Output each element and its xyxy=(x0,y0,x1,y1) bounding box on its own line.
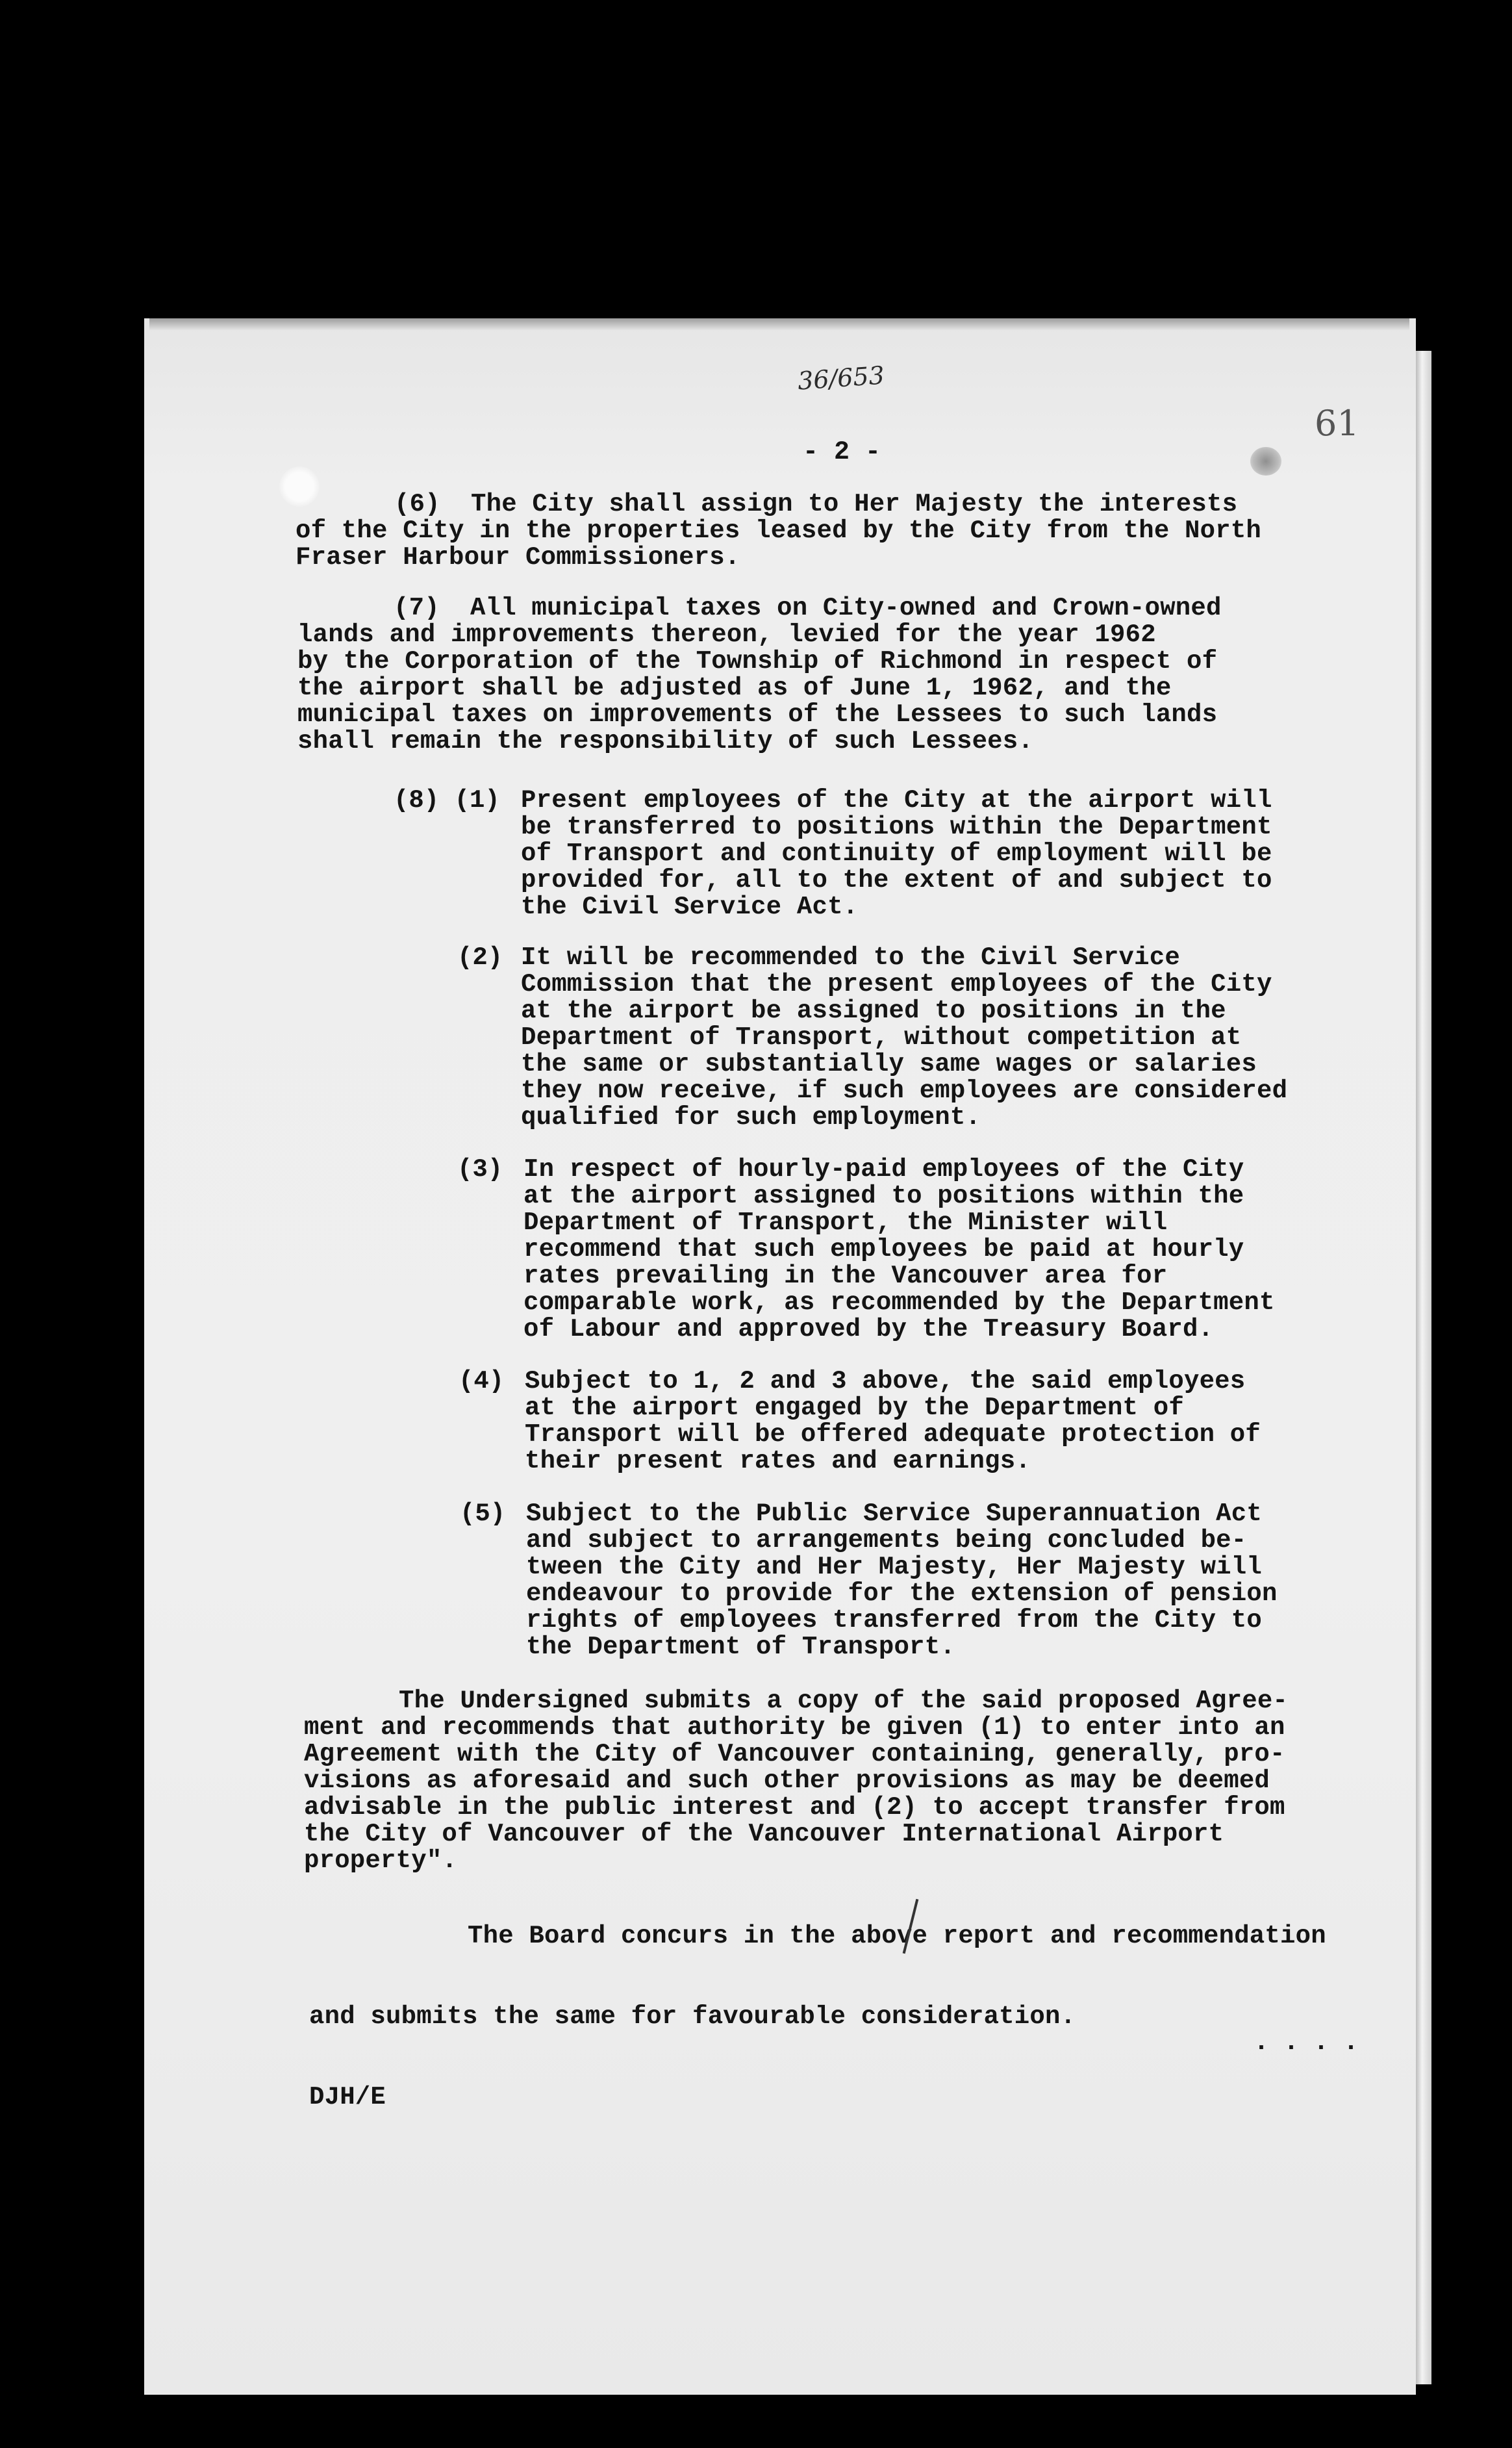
board-concurrence-line: The Board concurs in the above report and recommendation xyxy=(468,1922,1326,1950)
folio-number: 61 xyxy=(1315,403,1359,444)
ink-smudge xyxy=(1250,447,1281,476)
paragraph-6: (6) The City shall assign to Her Majesty the interests of the City in the properties leased by the City from the North Fraser Harbour Commissioners. xyxy=(296,490,1262,572)
paragraph-8-3: In respect of hourly-paid employees of the City at the airport assigned to positions within the Department of Transport, the Minister will recommend that such employees be paid at hourly rates prevailing in the Vancouver area for comparable work, as recommended by the Department of Labour and approved by the Treasury Board. xyxy=(523,1155,1275,1344)
submission-paragraph: The Undersigned submits a copy of the said proposed Agree- ment and recommends that authority be given (1) to enter into an Agreement with the City of Vancouver containing, generally, pro- visions as aforesaid and such other provisions as may be deemed advisable in the public interest and (2) to accept transfer from the City of Vancouver of the Vancouver International Airport property". xyxy=(304,1687,1289,1875)
paragraph-7 xyxy=(297,595,1222,755)
paragraph-8-5: Subject to the Public Service Superannuation Act and subject to arrangements being concluded be- tween the City and Her Majesty, Her Majesty will endeavour to provide for the extension of pension rights of employees transferred from the City to the Department of Transport. xyxy=(526,1499,1278,1661)
initials: DJH/E xyxy=(309,2083,386,2111)
paragraph-8-2: It will be recommended to the Civil Service Commission that the present employees of the City at the airport be assigned to positions in the Department of Transport, without competition at the same or substantially same wages or salaries they now receive, if such employees are considered qualified for such employment. xyxy=(521,943,1288,1132)
paragraph-8-3-label: (3) xyxy=(457,1155,503,1184)
paragraph-8-2-label: (2) xyxy=(457,943,503,972)
paragraph-8-4-label: (4) xyxy=(459,1367,505,1396)
page-number: - 2 - xyxy=(803,438,881,467)
paragraph-8-label: (8) (1) xyxy=(394,786,500,815)
paragraph-8-5-label: (5) xyxy=(460,1499,506,1528)
paragraph-7-text: (7) All municipal taxes on City-owned and Crown-owned lands and improvements thereon, levied for the year 1962 by the Corporation of the Township of Richmond in respect of the airport shall be adjusted as of June 1, 1962, and the municipal taxes on improvements of the Lessees to such lands shall remain the responsibility of such Lessees. xyxy=(297,594,1222,756)
handwritten-reference: 36/653 xyxy=(796,361,886,396)
paragraph-8-1: Present employees of the City at the airport will be transferred to positions within the Department of Transport and continuity of employment will be provided for, all to the extent of and subject to the Civil Service Act. xyxy=(521,786,1272,921)
page-top-edge xyxy=(149,318,1409,330)
page-right-edge xyxy=(1416,351,1431,2384)
board-submission-line: and submits the same for favourable consideration. xyxy=(309,2002,1076,2031)
paragraph-8-4: Subject to 1, 2 and 3 above, the said employees at the airport engaged by the Department of Transport will be offered adequate protection of their present rates and earnings. xyxy=(525,1367,1261,1475)
continuation-dots: .... xyxy=(1254,2028,1374,2058)
